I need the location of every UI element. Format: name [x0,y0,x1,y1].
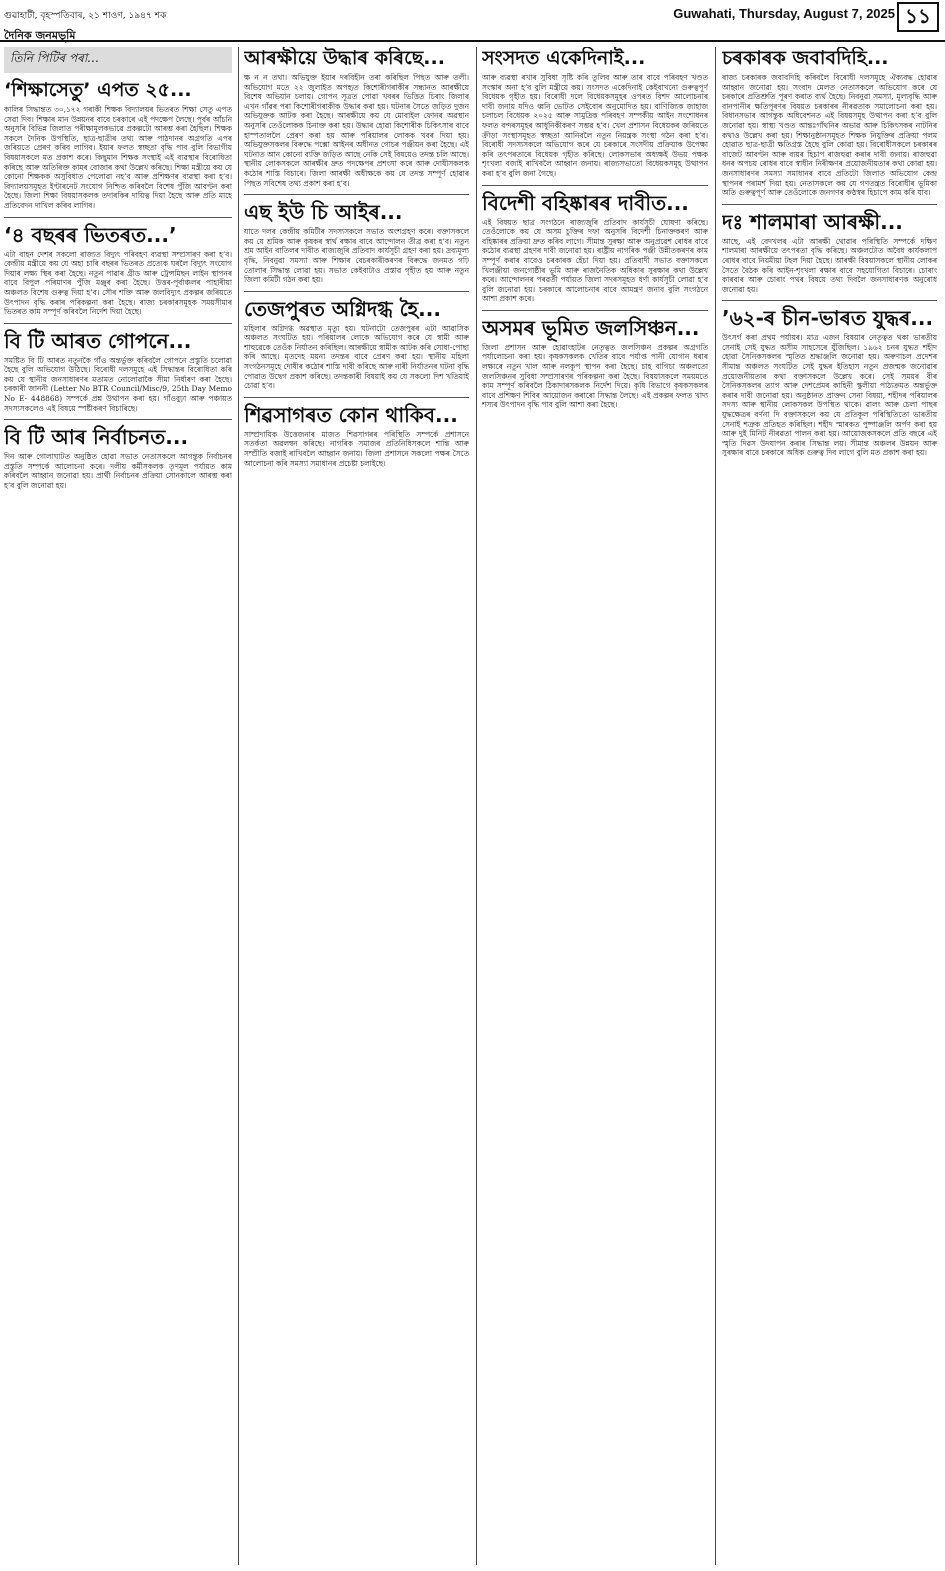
headline-4-years: ‘৪ বছৰৰ ভিতৰত...’ [4,222,177,247]
headline-btr-secret: বি টি আৰত গোপনে... [4,328,192,353]
article-body: এই বিষয়ত ছাত্ৰ সংগঠনে ৰাজ্যজুৰি প্ৰতিবাদ কাৰ্যসূচী ঘোষণা কৰিছে। তেওঁলোকে কয় যে অসম চুক্তিৰ দফা অনুসৰি বিদেশী চিনাক্তকৰণ আৰু বহিষ্কাৰৰ প্ৰক্ৰিয়া দ্ৰুত কৰিব লাগে। সীমান্ত সুৰক্ষা আৰু অনুপ্ৰৱেশ ৰোধৰ বাবে কঠোৰ ব্যৱস্থা গ্ৰহণৰ দাবী জনোৱা হয়। ৰাষ্ট্ৰীয় নাগৰিক পঞ্জী উন্নীতকৰণৰ কাম সম্পূৰ্ণ কৰাৰ বাবেও চৰকাৰক হেঁচা দিয়া হয়। প্ৰতিবাদী সভাত বক্তাসকলে খিলঞ্জীয়া জনগোষ্ঠীৰ ভূমি আৰু ৰাজনৈতিক অধিকাৰ সুৰক্ষাৰ কথা উল্লেখ কৰে। আন্দোলনৰ পৰৱৰ্তী পৰ্যায়ত জিলা সদৰসমূহত ধৰ্ণা কাৰ্যসূচী লোৱা হ’ব বুলি জনোৱা হয়। চৰকাৰে আলোচনাৰ বাবে আমন্ত্ৰণ জনাব বুলি সংগঠনে আশা প্ৰকাশ কৰে। [482,217,708,304]
article-body: সমষ্টিত বি টি আৰত নতুনকৈ গাঁও অন্তৰ্ভুক্ত কৰিবলৈ গোপনে প্ৰস্তুতি চলোৱা হৈছে বুলি অভিযোগ উঠিছে। বিৰোধী দলসমূহে এই সিদ্ধান্তৰ বিৰোধিতা কৰি কয় যে স্থানীয় জনসাধাৰণৰ মতামত নোলোৱাকৈ সীমা নিৰ্ধাৰণ কৰা হৈছে। চৰকাৰী জাননী (Letter No BTR Council/Misc/9, 25th Day Memo No E- 448868) সম্পৰ্কে প্ৰশ্ন উত্থাপন কৰা হয়। গাঁওবুঢ়া আৰু পঞ্চায়ত সদস্যসকলেও এই বিষয়ে স্পষ্টীকৰণ বিচাৰিছে। [4,355,232,413]
headline-govt-accountability: চৰকাৰক জবাবদিহি... [722,47,889,69]
column-3 [482,47,708,1565]
headline-62-war: ’৬২-ৰ চীন-ভাৰত যুদ্ধৰ... [722,306,934,331]
headline-irrigation: অসমৰ ভূমিত জলসিঞ্চন... [482,315,700,340]
divider [482,185,708,186]
divider [722,204,937,205]
divider [244,291,469,292]
article-body: মহিলাৰ অগ্নিদগ্ধ অৱস্থাত মৃত্যু হয়। ঘটনাটো তেজপুৰৰ এটা আৱাসিক অঞ্চলত সংঘটিত হয়। পৰিয়ালৰ লোকে অভিযোগ কৰে যে স্বামী আৰু শাহুৱেকে তেওঁক নিৰ্যাতন কৰিছিল। আৰক্ষীয়ে স্বামীক আটক কৰি সোধা-পোছা কৰি আছে। মৃতদেহ ময়না তদন্তৰ বাবে প্ৰেৰণ কৰা হয়। স্থানীয় মহিলা সংগঠনসমূহে দোষীৰ কঠোৰ শাস্তি দাবী কৰিছে আৰু নাৰী নিৰ্যাতনৰ ঘটনা বৃদ্ধি পোৱাত উদ্বেগ প্ৰকাশ কৰিছে। তদন্তকাৰী বিষয়াই কয় যে সকলো দিশ খতিয়াই চোৱা হ’ব। [244,323,469,391]
divider [244,194,469,195]
article-body: সাম্প্ৰদায়িক উত্তেজনাৰ মাজত শিৱসাগৰৰ পৰিস্থিতি সম্পৰ্কে প্ৰশাসনে সতৰ্কতা অৱলম্বন কৰিছে। নাগৰিক সমাজৰ প্ৰতিনিধিসকলে শান্তি আৰু সম্প্ৰীতি বজাই ৰাখিবলৈ আহ্বান জনায়। জিলা প্ৰশাসনে সকলো পক্ষৰ সৈতে আলোচনা কৰি সমস্যা সমাধানৰ প্ৰচেষ্টা চলাইছে। [244,429,469,468]
article-body: ক্ষ ন ন তথা। অভিযুক্ত ইয়াৰ দৰবিহীন তৰা কৰিছিল পিছত আৰু তলী। অভিযোগ মতে ২২ জুলাইত অপহৃত কিশোৰীগৰাকীৰ সন্ধানত আৰক্ষীয়ে বিশেষ অভিযান চলায়। গোপন সূত্ৰত পোৱা খবৰৰ ভিত্তিত চিৰাং জিলাৰ এখন গাঁৱৰ পৰা কিশোৰীগৰাকীক উদ্ধাৰ কৰা হয়। ঘটনাৰ সৈতে জড়িত দুজন অভিযুক্তক আটক কৰা হৈছে। আৰক্ষীয়ে কয় যে মোবাইল ফোনৰ অৱস্থান অনুসৰি তেওঁলোকক চিনাক্ত কৰা হয়। উদ্ধাৰ হোৱা কিশোৰীক চিকিৎসাৰ বাবে হাস্পতাললৈ প্ৰেৰণ কৰা হয় আৰু পৰিয়ালৰ লোকক খবৰ দিয়া হয়। অভিযুক্তসকলৰ বিৰুদ্ধে পক্সো আইনৰ অধীনত গোচৰ পঞ্জীয়ন কৰা হৈছে। এই ঘটনাত আন কোনো ব্যক্তি জড়িত আছে নেকি সেই বিষয়েও তদন্ত চলি আছে। স্থানীয় লোকসকলে আৰক্ষীৰ দ্ৰুত পদক্ষেপৰ প্ৰশংসা কৰে আৰু দোষীসকলক কঠোৰ শাস্তি বিচাৰে। জিলা আৰক্ষী অধীক্ষকে কয় যে তদন্ত সম্পূৰ্ণ হোৱাৰ পিছত সবিশেষ তথ্য প্ৰকাশ কৰা হ’ব। [244,73,469,188]
header-divider [0,40,945,42]
headline-sucia: এছ ইউ চি আইৰ... [244,200,403,225]
article-body: আৰু ব্যৱস্থা ৰখাৰ সুবিধা সৃষ্টি কৰি তুলিব আৰু তাৰ বাবে পৰিবহণ খণ্ডত সংস্কাৰ অনা হ’ব বুলি মন্ত্ৰীয়ে কয়। সংসদত একেদিনাই কেইবাখনো গুৰুত্বপূৰ্ণ বিধেয়ক গৃহীত হয়। বিৰোধী দলে বিধেয়কসমূহৰ ওপৰত বিশদ আলোচনাৰ দাবী জনায় যদিও ধ্বনি ভোটত সেইবোৰ অনুমোদিত হয়। বাণিজ্যিক জাহাজ চলাচল বিধেয়ক ২০২৫ আৰু সামুদ্ৰিক পৰিবহণ সম্পৰ্কীয় আইন সংশোধনৰ ফলত বন্দৰসমূহৰ আধুনিকীকৰণ সম্ভৱ হ’ব। খেল প্ৰশাসন বিধেয়কৰ জৰিয়তে ক্ৰীড়া সংস্থাসমূহত স্বচ্ছতা আনিবলৈ নতুন নিয়ন্ত্ৰক সংস্থা গঠন কৰা হ’ব। বিৰোধী সদস্যসকলে অভিযোগ কৰে যে চৰকাৰে সংসদীয় প্ৰক্ৰিয়াক উপেক্ষা কৰি তৎপৰতাৰে বিধেয়ক গৃহীত কৰিছে। লোকসভাৰ অধ্যক্ষই উভয় পক্ষক শৃংখলা বজাই ৰাখিবলৈ আহ্বান জনায়। ৰাজ্যসভাতো বিধেয়কসমূহ উত্থাপন কৰা হ’ব বুলি জনা গৈছে। [482,73,708,178]
article-body: কালিৰ সিদ্ধান্তত ৩০,১৭২ গৰাকী শিক্ষক বিদ্যালয়ৰ ভিতৰত শিক্ষা সেতু এপত সেৱা দিব। শিক্ষাৰ মান উন্নয়নৰ বাবে চৰকাৰে এই পদক্ষেপ লৈছে। পূৰ্বৰ আঁচনি অনুসৰি বিভিন্ন জিলাত পৰীক্ষামূলকভাৱে প্ৰকল্পটো আৰম্ভ কৰা হৈছিল। শিক্ষক সকলে দৈনিক উপস্থিতি, ছাত্ৰ-ছাত্ৰীৰ তথ্য আৰু পাঠদানৰ অগ্ৰগতি এপৰ জৰিয়তে প্ৰেৰণ কৰিব লাগিব। ইয়াৰ ফলত স্বচ্ছতা বৃদ্ধি পাব বুলি বিভাগীয় বিষয়াসকলে মত প্ৰকাশ কৰে। কিছুমান শিক্ষক সংস্থাই এই ব্যৱস্থাৰ বিৰোধিতা কৰিছে আৰু অতিৰিক্ত কামৰ বোজাৰ কথা উল্লেখ কৰিছে। শিক্ষা মন্ত্ৰীয়ে কয় যে কোনো শিক্ষকক অসুবিধাত পেলোৱা নহ’ব আৰু প্ৰশিক্ষণৰ ব্যৱস্থা কৰা হ’ব। বিদ্যালয়সমূহত ইণ্টাৰনেট সংযোগ নিশ্চিত কৰিবলৈ বিশেষ পুঁজি আবণ্টন কৰা হৈছে। জিলা শিক্ষা বিষয়াসকলক তদাৰকিৰ দায়িত্ব দিয়া হৈছে আৰু প্ৰতি মাহে প্ৰতিবেদন দাখিল কৰিব লাগিব। [4,105,232,210]
divider [244,397,469,398]
divider [4,419,232,420]
column-1 [4,47,232,1565]
newspaper-brand: দৈনিক জনমভূমি [4,29,76,42]
article-body: দিন আৰু গোলাঘাটত অনুষ্ঠিত হোৱা সভাত নেতাসকলে আগন্তুক নিৰ্বাচনৰ প্ৰস্তুতি সম্পৰ্কে আলোচনা কৰে। দলীয় কৰ্মীসকলক তৃণমূল পৰ্যায়ত কাম কৰিবলৈ আহ্বান জনোৱা হয়। প্ৰাৰ্থী নিৰ্বাচনৰ প্ৰক্ৰিয়া সোনকালে আৰম্ভ কৰা হ’ব বুলি জনোৱা হয়। [4,452,232,491]
column-2 [244,47,469,1565]
column-divider [238,47,239,1565]
article-body: ৰাজ্য চৰকাৰক জবাবদিহি কৰিবলৈ বিৰোধী দলসমূহে ঐক্যবদ্ধ হোৱাৰ আহ্বান জনোৱা হয়। সংবাদ মেলত নেতাসকলে অভিযোগ কৰে যে চৰকাৰে প্ৰতিশ্ৰুতি পূৰণ কৰাত ব্যৰ্থ হৈছে। নিবনুৱা সমস্যা, মূল্যবৃদ্ধি আৰু বানপানীৰ ক্ষতিপূৰণৰ বিষয়ত চৰকাৰৰ নীৰৱতাক সমালোচনা কৰা হয়। বিধানসভাৰ আগন্তুক অধিবেশনত এই বিষয়সমূহ উত্থাপন কৰা হ’ব বুলি জনোৱা হয়। স্বাস্থ্য খণ্ডত আন্তঃগাঁথনিৰ অভাৱ আৰু চিকিৎসকৰ নাটনিৰ কথাও উল্লেখ কৰা হয়। শিক্ষানুষ্ঠানসমূহত শিক্ষক নিযুক্তিৰ প্ৰক্ৰিয়া পলম হোৱাত ছাত্ৰ-ছাত্ৰী ক্ষতিগ্ৰস্ত হৈছে বুলি কোৱা হয়। বিৰোধীসকলে চৰকাৰৰ বাজেট আবণ্টন আৰু ব্যয়ৰ হিচাপ ৰাজহুৱা কৰাৰ দাবী জনায়। ৰাজহুৱা ধনৰ অপচয় ৰোধৰ বাবে স্বাধীন নিৰীক্ষণৰ প্ৰয়োজনীয়তাৰ কথা কোৱা হয়। জনসাধাৰণৰ সমস্যা সমাধানৰ বাবে প্ৰতিটো জিলাত অভিযোগ কেন্দ্ৰ স্থাপনৰ পৰামৰ্শ দিয়া হয়। নেতাসকলে কয় যে গণতন্ত্ৰত বিৰোধীৰ ভূমিকা অতি গুৰুত্বপূৰ্ণ আৰু তেওঁলোকে জনগণৰ কণ্ঠস্বৰ হিচাপে কাম কৰি যাব। [722,73,937,198]
divider [4,217,232,218]
headline-salmara-police: দঃ শালমাৰা আৰক্ষী... [722,209,903,234]
headline-foreigner-expulsion: বিদেশী বহিষ্কাৰৰ দাবীত... [482,190,689,215]
article-body: উৎসৰ্গ কৰা প্ৰথম পৰ্যায়ৰ। মাত্ৰ এজন বিষয়াৰ নেতৃত্বত থকা ভাৰতীয় সেনাই সেই যুদ্ধত অসীম সাহসেৰে যুঁজিছিল। ১৯৬২ চনৰ যুদ্ধত শহীদ হোৱা সৈনিকসকলৰ স্মৃতিত শ্ৰদ্ধাঞ্জলি জনোৱা হয়। অৰুণাচল প্ৰদেশৰ সীমান্ত অঞ্চলত সংঘটিত সেই যুদ্ধৰ ইতিহাস নতুন প্ৰজন্মক জনোৱাৰ প্ৰয়োজনীয়তাৰ কথা বক্তাসকলে উল্লেখ কৰে। সেই সময়ৰ বীৰ সৈনিকসকলৰ ত্যাগ আৰু দেশপ্ৰেমৰ কাহিনী স্কুলীয়া পাঠ্যক্ৰমত অন্তৰ্ভুক্ত কৰাৰ দাবী জনোৱা হয়। অনুষ্ঠানত প্ৰাক্তন সেনা বিষয়া, শহীদৰ পৰিয়ালৰ সদস্য আৰু স্থানীয় লোকসকল উপস্থিত থাকে। ৱালং আৰু চেলা পাছৰ যুদ্ধক্ষেত্ৰৰ বৰ্ণনা দি বক্তাসকলে কয় যে প্ৰতিকূল পৰিস্থিতিতো ভাৰতীয় সেনাই শত্ৰুক প্ৰতিহত কৰিছিল। শহীদ স্মাৰকত পুষ্পাঞ্জলি অৰ্পণ কৰা হয় আৰু দুই মিনিট নীৰৱতা পালন কৰা হয়। আয়োজকসকলে প্ৰতি বছৰে এই স্মৃতি দিৱস উদযাপন কৰাৰ সিদ্ধান্ত লয়। সীমান্ত অঞ্চলৰ উন্নয়ন আৰু সুৰক্ষাৰ বাবে চৰকাৰে অধিক গুৰুত্ব দিব লাগে বুলি মত প্ৰকাশ কৰা হয়। [722,333,937,458]
divider [482,310,708,311]
page-header [4,2,939,28]
article-body: জিলা প্ৰশাসন আৰু হোৱাংহাটৰ নেতৃত্বত জলসিঞ্চন প্ৰকল্পৰ অগ্ৰগতি পৰ্যালোচনা কৰা হয়। কৃষকসকলক খেতিৰ বাবে পৰ্যাপ্ত পানী যোগান ধৰাৰ লক্ষ্যৰে নতুন খাল আৰু নলকূপ স্থাপন কৰা হৈছে। চাহ বাগিচা অঞ্চলতো জলসিঞ্চনৰ সুবিধা সম্প্ৰসাৰণৰ পৰিকল্পনা কৰা হৈছে। বিষয়াসকলে সময়মতে কাম সম্পূৰ্ণ কৰিবলৈ ঠিকাদাৰসকলক নিৰ্দেশ দিয়ে। কৃষি বিভাগে কৃষকসকলৰ বাবে প্ৰশিক্ষণ শিবিৰ আয়োজন কৰাৰো সিদ্ধান্ত লৈছে। এই প্ৰকল্পৰ ফলত খাদ্য শস্যৰ উৎপাদন বৃদ্ধি পাব বুলি আশা কৰা হৈছে। [482,342,708,410]
dateline-assamese: গুৱাহাটী, বৃহস্পতিবাৰ, ২১ শাওণ, ১৯৪৭ শক [4,11,167,21]
section-kicker: তিনি পিটিৰ পৰা… [4,47,232,73]
column-divider [715,47,716,1565]
headline-tezpur-burn: তেজপুৰত অগ্নিদগ্ধ হৈ... [244,296,441,321]
article-body: এটা বাহন দেশৰ সকলো ৰাজ্যত বিদ্যুৎ পৰিবহণ ব্যৱস্থা সম্প্ৰসাৰণ কৰা হ’ব। কেন্দ্ৰীয় মন্ত্ৰীয়ে কয় যে অহা চাৰি বছৰৰ ভিতৰত প্ৰত্যেক ঘৰলৈ বিদ্যুৎ সংযোগ দিয়াৰ লক্ষ্য স্থিৰ কৰা হৈছে। নতুন পাৱাৰ গ্ৰীড আৰু ট্ৰেন্সমিছন লাইন স্থাপনৰ বাবে বিপুল পৰিমাণৰ পুঁজি মঞ্জুৰ কৰা হৈছে। উত্তৰ-পূৰ্বাঞ্চলৰ পাহাৰীয়া অঞ্চলত বিশেষ গুৰুত্ব দিয়া হ’ব। সৌৰ শক্তি আৰু জলবিদ্যুৎ প্ৰকল্পৰ জৰিয়তে উৎপাদন বৃদ্ধি কৰাৰ পৰিকল্পনা কৰা হৈছে। ৰাজ্য চৰকাৰসমূহক সময়সীমাৰ ভিতৰত কাম সম্পূৰ্ণ কৰিবলৈ নিৰ্দেশ দিয়া হৈছে। [4,249,232,317]
article-body: যাতে দলৰ কেন্দ্ৰীয় কমিটীৰ সদস্যসকলে সভাত অংশগ্ৰহণ কৰে। বক্তাসকলে কয় যে শ্ৰমিক আৰু কৃষকৰ স্বাৰ্থ ৰক্ষাৰ বাবে আন্দোলন তীব্ৰ কৰা হ’ব। নতুন শ্ৰম আইন বাতিলৰ দাবীত ৰাজ্যজুৰি প্ৰতিবাদ কাৰ্যসূচী গ্ৰহণ কৰা হয়। দ্ৰব্যমূল্য বৃদ্ধি, নিবনুৱা সমস্যা আৰু শিক্ষাৰ বেচৰকাৰীকৰণৰ বিৰুদ্ধে জনমত গঢ়ি তোলাৰ সিদ্ধান্ত লোৱা হয়। সভাত কেইবাটাও প্ৰস্তাৱ গৃহীত হয় আৰু নতুন জিলা কমিটী গঠন কৰা হয়। [244,227,469,285]
headline-shikshasetu: ‘শিক্ষাসেতু’ এপত ২৫... [4,79,192,101]
headline-btr-election: বি টি আৰ নিৰ্বাচনত... [4,425,189,450]
page-number: ১১ [897,2,939,32]
column-divider [476,47,477,1565]
divider [722,300,937,301]
article-body: আছে, এই বেদখলৰ এটা আৰক্ষী থোৱাৰ পৰিস্থিতি সম্পৰ্কে দক্ষিণ শালমাৰা আৰক্ষীয়ে তৎপৰতা বৃদ্ধি কৰিছে। অঞ্চলটোত অবৈধ কাৰ্যকলাপ ৰোধৰ বাবে নিয়মীয়া টহল দিয়া হৈছে। আৰক্ষী বিষয়াসকলে স্থানীয় লোকৰ সৈতে বৈঠক কৰি আইন-শৃংখলা ৰক্ষাৰ বাবে সহযোগিতা বিচাৰে। চোৰাং কাৰবাৰ আৰু চোৰাং পথৰ বিষয়ে তথ্য দিবলৈ জনসাধাৰণক অনুৰোধ জনোৱা হয়। [722,236,937,294]
headline-sivasagar: শিৱসাগৰত কোন থাকিব... [244,402,458,427]
headline-parliament: সংসদত একেদিনাই... [482,47,646,69]
dateline-english: Guwahati, Thursday, August 7, 2025 [673,6,895,21]
divider [4,323,232,324]
headline-police-rescue: আৰক্ষীয়ে উদ্ধাৰ কৰিছে... [244,47,445,69]
column-4 [722,47,937,1565]
